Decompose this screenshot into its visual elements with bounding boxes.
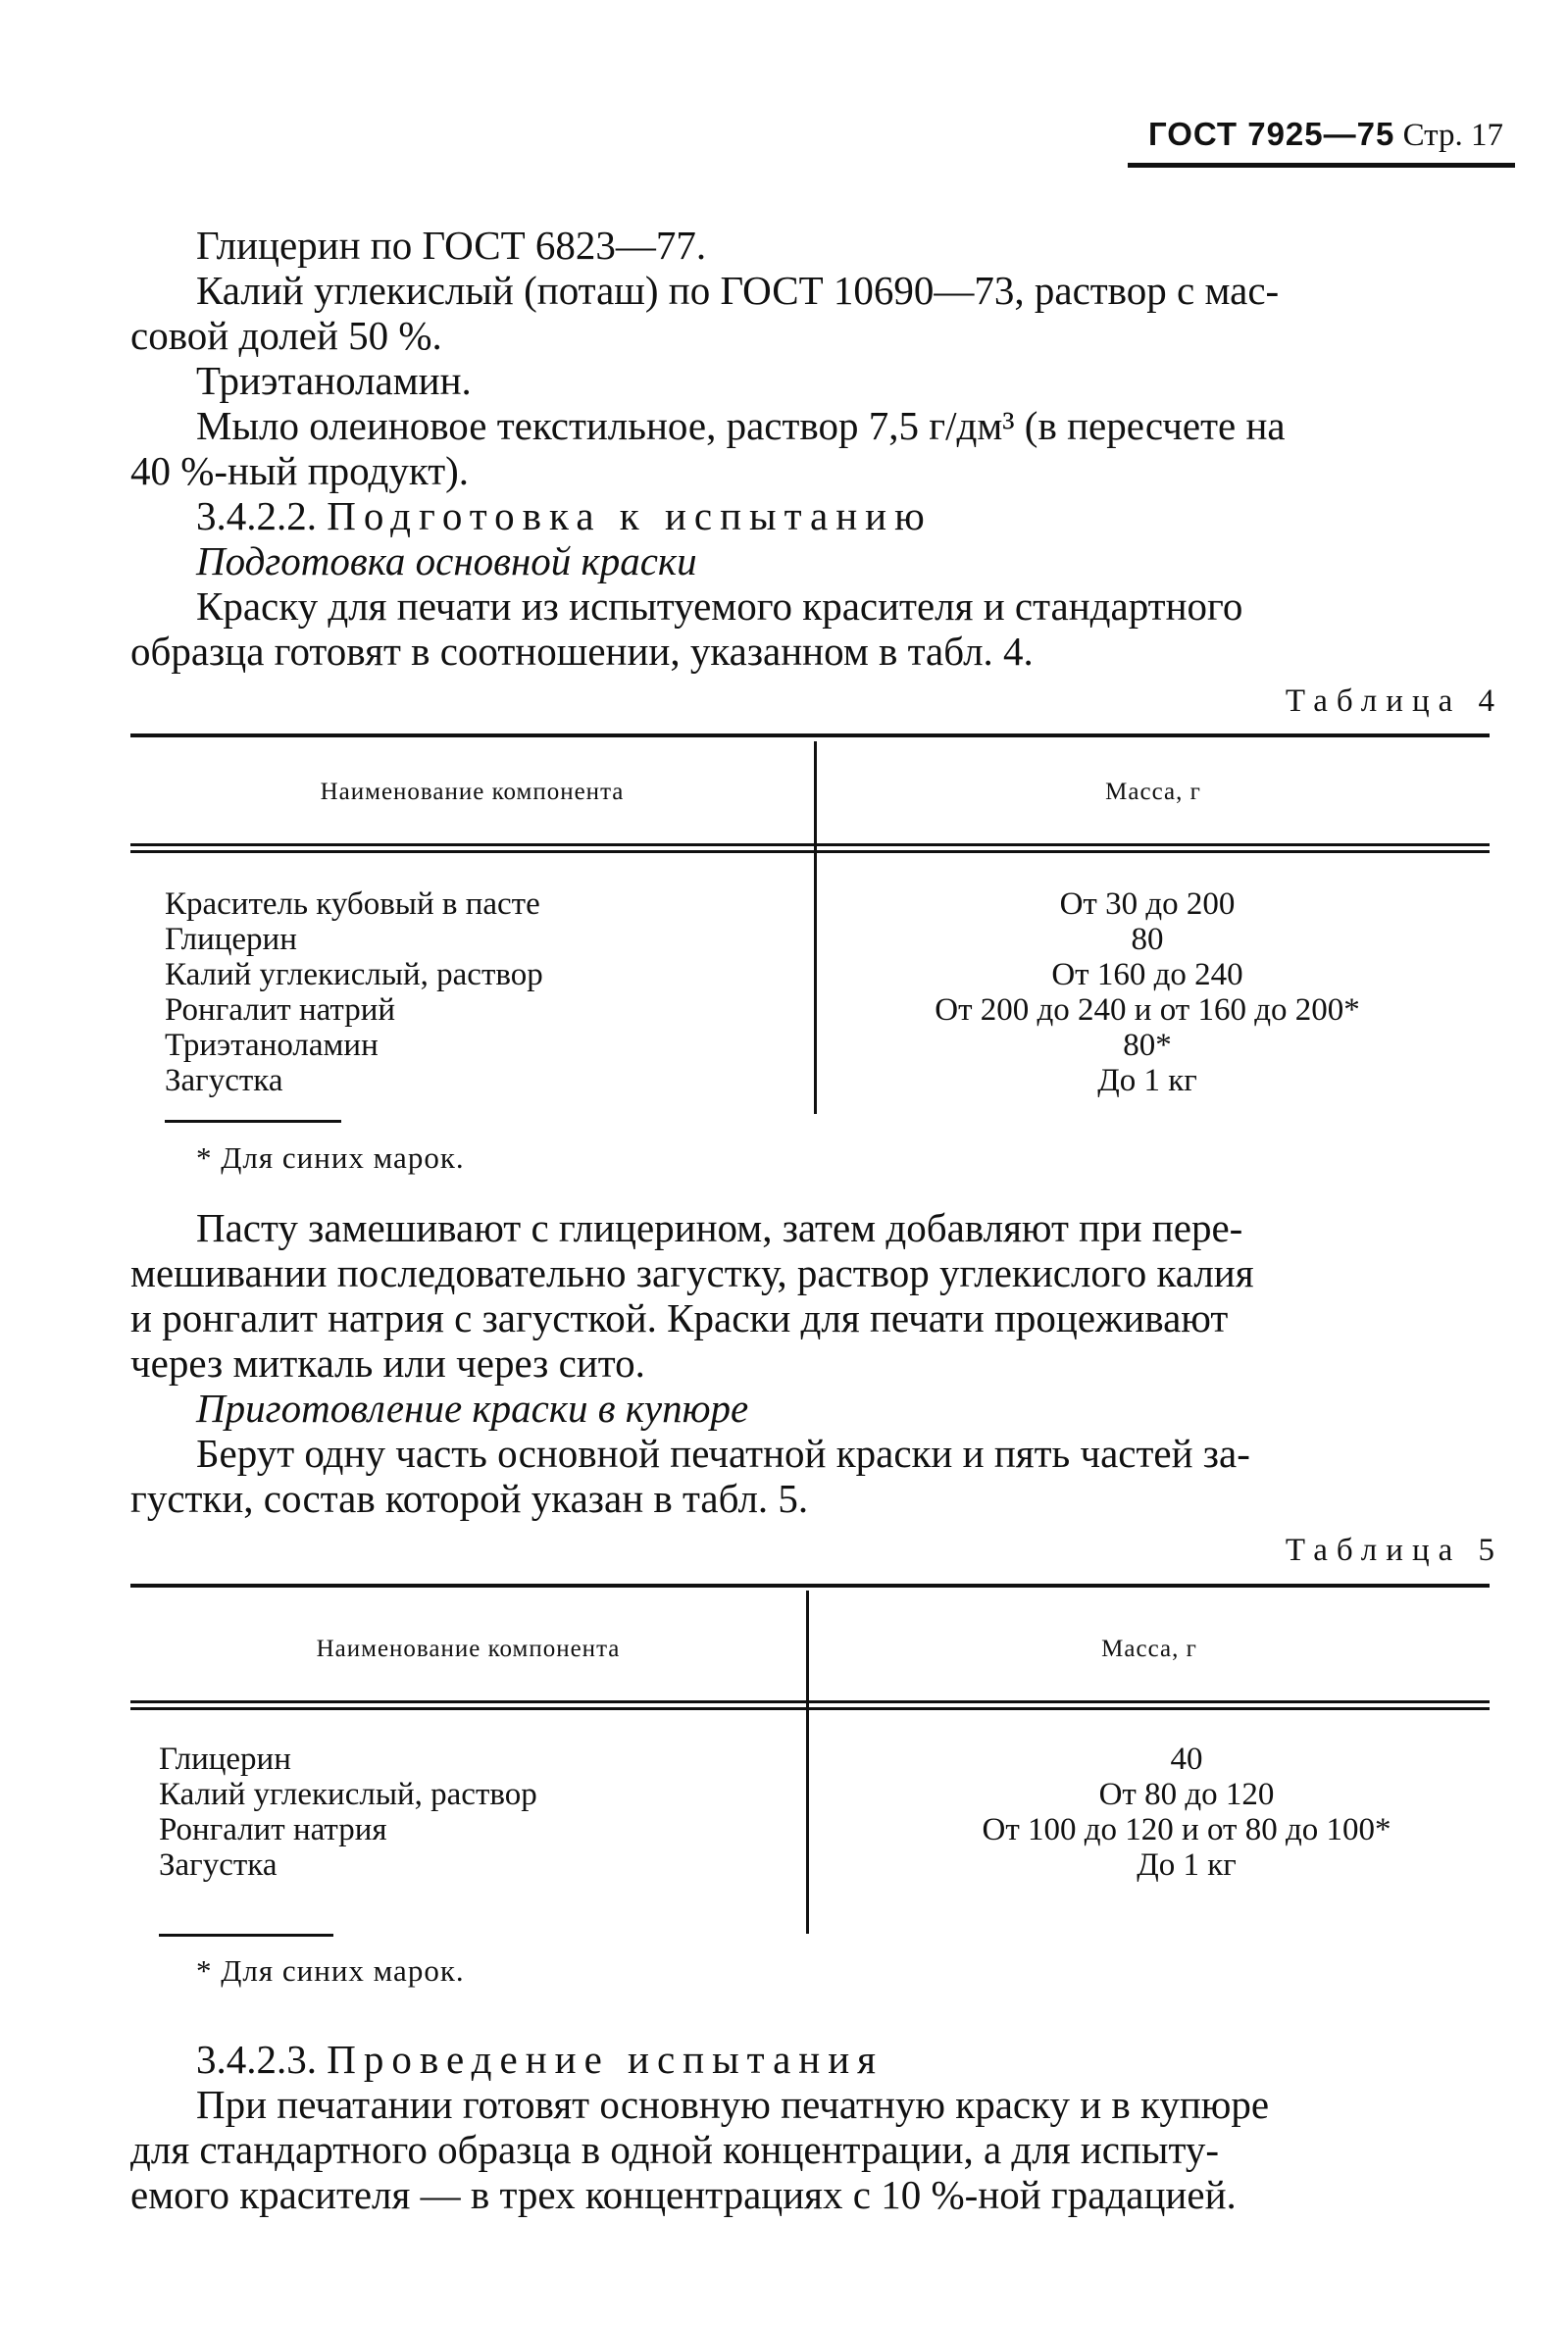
paragraph-potash-line2: совой долей 50 %. (130, 313, 442, 358)
table4-header-name: Наименование компонента (320, 779, 625, 805)
paragraph-printing-line3: емого красителя — в трех концентрациях с 10 %-ной градацией. (130, 2172, 1237, 2217)
table-cell: Ронгалит натрия (159, 1812, 387, 1847)
table-cell: От 200 до 240 и от 160 до 200* (935, 992, 1360, 1028)
table5-masses (883, 1742, 1491, 1883)
table-cell: Краситель кубовый в пасте (165, 886, 540, 922)
table5-header-rule1 (130, 1700, 1490, 1703)
table-cell: Калий углекислый, раствор (165, 957, 543, 992)
paragraph-printing-line2: для стандартного образца в одной концентрации, а для испыту- (130, 2127, 1220, 2172)
paragraph-take-line1: Берут одну часть основной печатной краски и пять частей за- (196, 1431, 1250, 1476)
table-cell: До 1 кг (1097, 1063, 1197, 1098)
section-number: 3.4.2.2. (196, 493, 317, 538)
table4-header-rule2 (130, 850, 1490, 853)
table-cell: До 1 кг (1137, 1847, 1237, 1883)
paragraph-soap-line2: 40 %-ный продукт). (130, 448, 470, 493)
page-header (1148, 116, 1503, 154)
table4-top-rule (130, 733, 1490, 737)
table-cell: 80 (1131, 922, 1164, 957)
table4-masses (834, 886, 1461, 1098)
paragraph-paste-line1: Пасту замешивают с глицерином, затем добавляют при пере- (196, 1205, 1243, 1250)
page-number: Стр. 17 (1402, 118, 1503, 153)
table-cell: От 100 до 120 и от 80 до 100* (982, 1812, 1391, 1847)
table4-footnote: * Для синих марок. (196, 1140, 465, 1175)
table4-caption: Таблица 4 (1285, 683, 1503, 719)
table5-names (159, 1742, 537, 1883)
section-title: Проведение испытания (327, 2037, 885, 2082)
paragraph-paint-line1: Краску для печати из испытуемого красителя и стандартного (196, 583, 1243, 629)
paragraph-glycerin: Глицерин по ГОСТ 6823—77. (196, 223, 707, 268)
table-cell: 80* (1123, 1028, 1172, 1063)
subheading-cut-paint: Приготовление краски в купюре (196, 1386, 749, 1431)
table-cell: Ронгалит натрий (165, 992, 396, 1028)
table-cell: Глицерин (159, 1742, 291, 1777)
section-heading-3-4-2-2 (196, 492, 933, 540)
paragraph-printing-line1: При печатании готовят основную печатную краску и в купюре (196, 2082, 1270, 2127)
table5-footnote: * Для синих марок. (196, 1953, 465, 1988)
section-title: Подготовка к испытанию (327, 493, 933, 538)
paragraph-paste-line4: через миткаль или через сито. (130, 1340, 645, 1386)
table-cell: Калий углекислый, раствор (159, 1777, 537, 1812)
section-number: 3.4.2.3. (196, 2037, 317, 2082)
table5-caption: Таблица 5 (1285, 1533, 1503, 1568)
table-cell: От 80 до 120 (1098, 1777, 1275, 1812)
table-cell: Загустка (165, 1063, 283, 1098)
paragraph-paint-line2: образца готовят в соотношении, указанном в табл. 4. (130, 629, 1034, 674)
table5-header-mass: Масса, г (1101, 1636, 1197, 1662)
table5-header-rule2 (130, 1707, 1490, 1710)
document-code: ГОСТ 7925—75 (1147, 116, 1395, 152)
table-cell: Триэтаноламин (165, 1028, 379, 1063)
paragraph-potash-line1: Калий углекислый (поташ) по ГОСТ 10690—73, раствор с мас- (196, 268, 1280, 313)
table5-header-name: Наименование компонента (316, 1636, 621, 1662)
table5-top-rule (130, 1584, 1490, 1588)
paragraph-paste-line2: мешивании последовательно загустку, раствор углекислого калия (130, 1250, 1254, 1295)
paragraph-paste-line3: и ронгалит натрия с загусткой. Краски для печати процеживают (130, 1295, 1229, 1340)
table4-header-rule1 (130, 843, 1490, 846)
paragraph-soap-line1: Мыло олеиновое текстильное, раствор 7,5 г/дм³ (в пересчете на (196, 403, 1286, 448)
table-cell: 40 (1170, 1742, 1203, 1777)
subheading-base-paint: Подготовка основной краски (196, 538, 697, 583)
table-cell: Глицерин (165, 922, 297, 957)
table-cell: От 160 до 240 (1051, 957, 1243, 992)
table-cell: От 30 до 200 (1059, 886, 1236, 922)
table5-footnote-rule (159, 1934, 333, 1937)
table-cell: Загустка (159, 1847, 278, 1883)
table4-names (165, 886, 543, 1098)
paragraph-triethanolamine: Триэтаноламин. (196, 358, 472, 403)
section-heading-3-4-2-3 (196, 2036, 884, 2084)
paragraph-take-line2: густки, состав которой указан в табл. 5. (130, 1476, 809, 1521)
header-rule (1128, 163, 1515, 168)
table4-header-mass: Масса, г (1105, 779, 1201, 805)
table4-footnote-rule (165, 1120, 341, 1123)
